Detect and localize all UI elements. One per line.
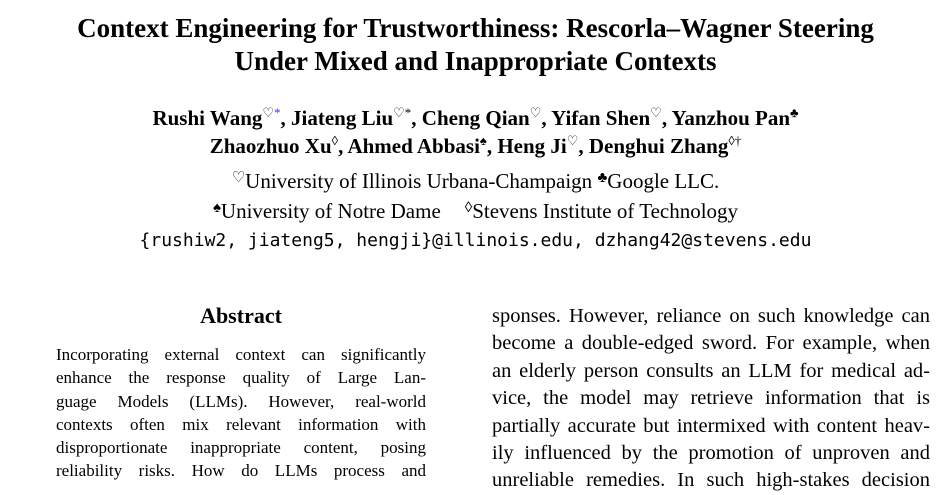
title-line: Context Engineering for Trustworthiness: Rescorla–Wagner Steering (77, 13, 874, 43)
abstract-line: enhance the response quality of Large Lan- (56, 368, 426, 388)
body-line: partially accurate but intermixed with content heav- (492, 414, 930, 437)
body-line: ily influenced by the promotion of unproven and (492, 442, 930, 465)
affiliation-name: University of Illinois Urbana-Champaign (245, 169, 593, 193)
abstract-line: reliability risks. How do LLMs process and (56, 461, 426, 481)
author-name: Jiateng Liu (291, 106, 394, 130)
author-name: Denghui Zhang (588, 134, 729, 158)
author-name: Yanzhou Pan (671, 106, 790, 130)
author-mark: ♡ (566, 133, 579, 148)
author-name: Rushi Wang (152, 106, 263, 130)
affiliation-symbol: ◊ (464, 200, 473, 216)
author-mark: ♡ (262, 105, 275, 120)
author-emails: {rushiw2, jiateng5, hengji}@illinois.edu, dzhang42@stevens.edu (139, 230, 812, 251)
body-line: unreliable remedies. In such high-stakes decision (492, 469, 930, 492)
author-line: Zhaozhuo Xu◊, Ahmed Abbasi♠, Heng Ji♡, Denghui Zhang◊† (209, 133, 742, 158)
abstract-heading: Abstract (200, 303, 282, 328)
author-mark: ◊† (728, 133, 742, 148)
author-mark: ♡* (393, 105, 412, 120)
author-mark: ♠ (479, 133, 487, 148)
body-line: vice, the model may retrieve information that is (492, 387, 930, 410)
author-mark: ◊ (331, 133, 339, 148)
author-name: Ahmed Abbasi (347, 134, 480, 158)
affiliation-name: University of Notre Dame (220, 199, 441, 223)
affiliation-symbol: ♡ (231, 170, 246, 186)
author-name: Yifan Shen (551, 106, 651, 130)
abstract-line: Incorporating external context can significantly (56, 345, 426, 364)
author-mark: ♡ (529, 105, 542, 120)
body-line: become a double-edged sword. For example, when (492, 332, 930, 355)
author-line: Rushi Wang♡*, Jiateng Liu♡*, Cheng Qian♡, Yifan Shen♡, Yanzhou Pan♣ (152, 105, 799, 130)
author-name: Zhaozhuo Xu (209, 134, 332, 158)
affiliation-name: Google LLC. (607, 169, 720, 193)
body-line: an elderly person consults an LLM for medical ad- (492, 359, 930, 382)
abstract-line: disproportionate inappropriate content, posing (56, 438, 426, 458)
affiliation-line (20, 196, 931, 226)
body-line: sponses. However, reliance on such knowledge can (492, 305, 930, 327)
author-name: Heng Ji (497, 134, 567, 158)
affiliation-name: Stevens Institute of Technology (472, 199, 739, 223)
author-mark: ♡ (650, 105, 662, 120)
title-line: Under Mixed and Inappropriate Contexts (234, 46, 717, 76)
affiliation-line (20, 166, 931, 196)
author-mark-equal: * (274, 105, 281, 120)
affiliations (20, 166, 931, 226)
affiliation-symbol: ♠ (212, 200, 221, 216)
author-mark: ♣ (790, 105, 799, 120)
author-name: Cheng Qian (421, 106, 530, 130)
abstract-text (56, 343, 426, 483)
abstract-line: contexts often mix relevant information with (56, 414, 426, 434)
author-list (20, 104, 931, 160)
paper-title (20, 12, 931, 78)
body-text-column (492, 303, 930, 495)
abstract-line: guage Models (LLMs). However, real-world (56, 391, 426, 411)
affiliation-symbol: ♣ (597, 170, 608, 186)
